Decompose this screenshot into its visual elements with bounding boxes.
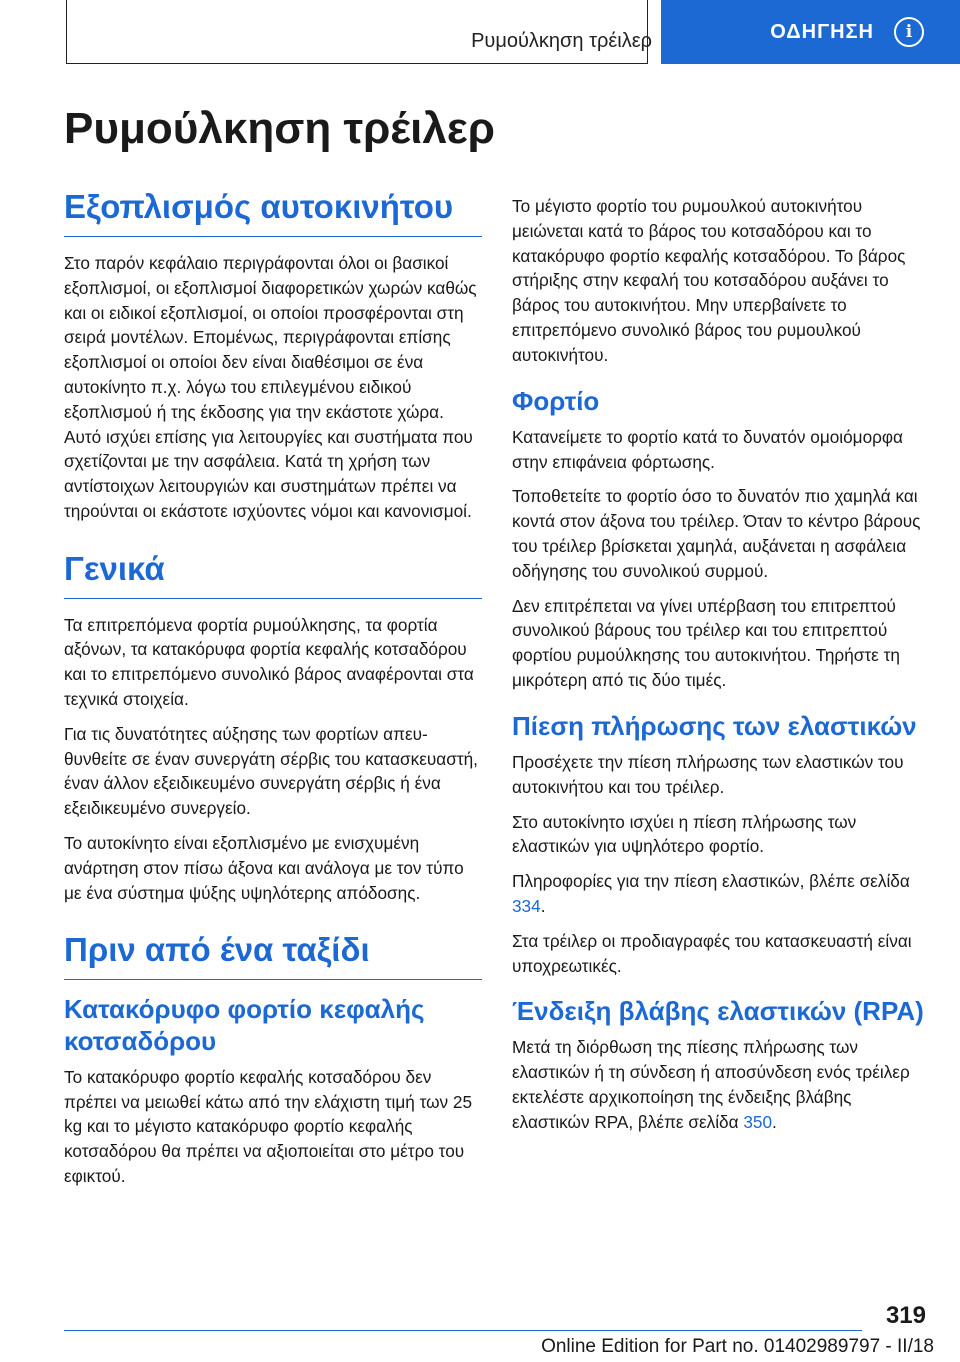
vertical-load-heading: Κατακόρυφο φορτίο κεφαλής κοτσαδόρου — [64, 994, 425, 1056]
rpa-heading: Ένδειξη βλάβης ελαστικών (RPA) — [512, 996, 924, 1027]
tire-pressure-heading: Πίεση πλήρωσης των ελαστικών — [512, 710, 917, 741]
load-paragraph-1: Κατανείμετε το φορτίο κατά το δυνατόν ομοιόμορφα στην επιφάνεια φόρτωσης. — [512, 426, 903, 472]
general-heading: Γενικά — [64, 550, 482, 599]
general-paragraph-3: Το αυτοκίνητο είναι εξοπλισμένο με ενισχυμένη ανάρτηση στον πίσω άξονα και ανάλογα με τον τύπο με ένα σύστημα ψύξης υψηλότερης απόδοσης. — [64, 833, 464, 903]
info-icon[interactable]: i — [894, 17, 924, 47]
tire-paragraph-1: Προσέχετε την πίεση πλήρωσης των ελαστικών του αυτοκινήτου και του τρέιλερ. — [512, 751, 904, 797]
equipment-text: Στο παρόν κεφάλαιο περιγράφονται όλοι οι βασικοί εξοπλισμοί, οι εξοπλισμοί διαφορετικών χωρών καθώς και οι ειδικοί εξοπλισμοί, οι οποίοι προσφέρονται στη σειρά μοντέλων. Επομένως, περιγράφονται επίσης εξοπλισμοί οι οποίοι δεν είναι διαθέσιμοι σε ένα αυτοκίνητο π.χ. λόγω του επιλεγμένου ειδικού εξοπλισμού ή της έκδοσης για την εκάστοτε χώρα. Αυτό ισχύει επίσης για λειτουργίες και συστήματα που σχετίζονται με την ασφάλεια. Κατά τη χρήση των αντίστοιχων λειτουργιών και συστημάτων πρέπει να τηρούνται οι εκάστοτε ισχύοντες νόμοι και κανονισμοί. — [64, 252, 477, 521]
general-paragraph-1: Τα επιτρεπόμενα φορτία ρυμούλκησης, τα φορτία αξόνων, τα κατακόρυφα φορτία κεφαλής κοτσαδόρου και το επιτρεπόμενο συνολικό βάρος αναφέρονται στα τεχνικά στοιχεία. — [64, 614, 474, 710]
general-paragraph-2: Για τις δυνατότητες αύξησης των φορτίων απευθυνθείτε σε έναν συνεργάτη σέρβις του κατασκευαστή, έναν άλλον εξειδικευμένο συνεργάτη σέρβις ή ένα εξειδικευμένο συνεργείο. — [64, 723, 478, 819]
load-paragraph-3: Δεν επιτρέπεται να γίνει υπέρβαση του επιτρεπτού συνολικού βάρους του τρέιλερ και του επιτρεπτού φορτίου ρυμούλκησης του αυτοκινήτου. Τηρήστε τη μικρότερη από τις δύο τιμές. — [512, 595, 900, 690]
page-number: 319 — [885, 1302, 926, 1329]
nav-label: ΟΔΗΓΗΣΗ — [770, 20, 874, 43]
right-column — [512, 194, 926, 1145]
page-link-350[interactable]: 350 — [743, 1111, 773, 1132]
tire-p3-suffix: . — [540, 895, 546, 916]
rpa-paragraph — [512, 1035, 926, 1134]
vertical-load-continued: Το μέγιστο φορτίο του ρυμουλκού αυτοκινήτου μειώνεται κατά το βάρος του κοτσαδόρου και το κατακόρυφο φορτίο κεφαλής κοτσαδόρου. Το βάρος στήριξης στην κεφαλή του κοτσαδόρου αυξάνει το βάρος του αυτοκινήτου. Μην υπερβαίνετε το επιτρεπόμενο συνολικό βάρος του ρυμουλκού αυτοκινήτου. — [512, 196, 906, 365]
rpa-suffix: . — [772, 1111, 777, 1132]
equipment-heading: Εξοπλισμός αυτοκινήτου — [64, 188, 482, 237]
load-paragraph-2: Τοποθετείτε το φορτίο όσο το δυνατόν πιο χαμηλά και κοντά στον άξονα του τρέιλερ. Όταν το κέντρο βάρους του τρέιλερ βρίσκεται χαμηλά, αυξάνεται η ασφάλεια οδήγησης του συνολικού συρμού. — [512, 486, 921, 581]
tire-paragraph-4: Στα τρέιλερ οι προδιαγραφές του κατασκευαστή είναι υποχρεωτικές. — [512, 930, 912, 976]
tire-paragraph-3 — [512, 869, 926, 919]
header-nav-tab[interactable] — [661, 0, 960, 64]
tire-p3-text: Πληροφορίες για την πίεση ελαστικών, βλέπε σελίδα — [512, 871, 910, 892]
vertical-load-text: Το κατακόρυφο φορτίο κεφαλής κοτσαδόρου δεν πρέπει να μειωθεί κάτω από την ελάχιστη τιμή των 25 kg και το μέγιστο κατακόρυφο φορτίο κεφαλής κοτσαδόρου θα πρέπει να αξιοποιείται στο μέτρο του εφικτού. — [64, 1066, 473, 1186]
page-link-334[interactable]: 334 — [512, 895, 541, 916]
load-heading: Φορτίο — [512, 385, 600, 416]
rpa-text: Μετά τη διόρθωση της πίεσης πλήρωσης των ελαστικών ή τη σύνδεση ή αποσύνδεση ενός τρέιλερ εκτελέστε αρχικοποίηση της ένδειξης βλάβης ελαστικών RPA, βλέπε σελίδα — [512, 1037, 910, 1132]
left-column — [64, 188, 482, 1199]
trip-heading: Πριν από ένα ταξίδι — [64, 931, 482, 980]
page-title: Ρυμούλκηση τρέιλερ — [64, 104, 495, 153]
footer-divider — [64, 1330, 862, 1331]
tire-paragraph-2: Στο αυτοκίνητο ισχύει η πίεση πλήρωσης των ελαστικών για υψηλότερο φορτίο. — [512, 811, 857, 857]
footer-edition: Online Edition for Part no. 01402989797 - II/18 — [541, 1336, 934, 1357]
header-section-title: Ρυμούλκηση τρέιλερ — [471, 30, 652, 52]
